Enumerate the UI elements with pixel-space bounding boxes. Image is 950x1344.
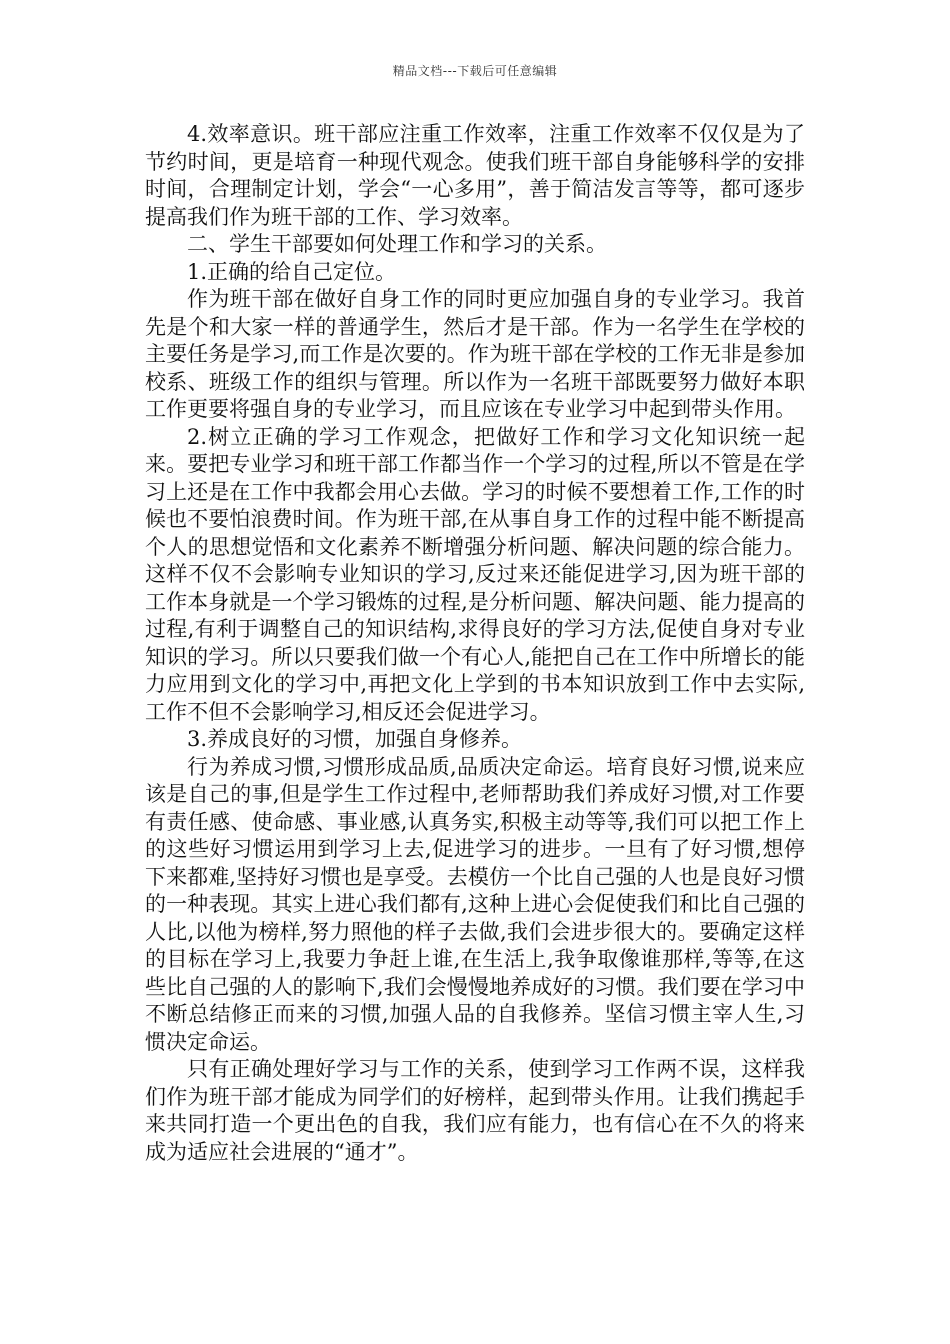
paragraph-conclusion: 只有正确处理好学习与工作的关系，使到学习工作两不误，这样我们作为班干部才能成为同学们的好榜样，起到带头作用。让我们携起手来共同打造一个更出色的自我，我们应有能力，也有信心在不久的将来成为适应社会进展的“通才”。 xyxy=(145,1057,805,1164)
paragraph-good-habits: 行为养成习惯,习惯形成品质,品质决定命运。培育良好习惯,说来应该是自己的事,但是学生工作过程中,老师帮助我们养成好习惯,对工作要有责任感、使命感、事业感,认真务实,积极主动等等,我们可以把工作上的这些好习惯运用到学习上去,促进学习的进步。一旦有了好习惯,想停下来都难,坚持好习惯也是享受。去模仿一个比自己强的人也是良好习惯的一种表现。其实上进心我们都有,这种上进心会促使我们和比自己强的人比,以他为榜样,努力照他的样子去做,我们会进步很大的。要确定这样的目标在学习上,我要力争赶上谁,在生活上,我争取像谁那样,等等,在这些比自己强的人的影响下,我们会慢慢地养成好的习惯。我们要在学习中不断总结修正而来的习惯,加强人品的自我修养。坚信习惯主宰人生,习惯决定命运。 xyxy=(145,754,805,1054)
document-body xyxy=(145,121,805,1166)
page-header: 精品文档---下载后可任意编辑 xyxy=(392,64,558,78)
paragraph-work-study-concept: 2.树立正确的学习工作观念，把做好工作和学习文化知识统一起来。要把专业学习和班干部工作都当作一个学习的过程,所以不管是在学习上还是在工作中我都会用心去做。学习的时候不要想着工作,工作的时候也不要怕浪费时间。作为班干部,在从事自身工作的过程中能不断提高个人的思想觉悟和文化素养不断增强分析问题、解决问题的综合能力。这样不仅不会影响专业知识的学习,反过来还能促进学习,因为班干部的工作本身就是一个学习锻炼的过程,是分析问题、解决问题、能力提高的过程,有利于调整自己的知识结构,求得良好的学习方法,促使自身对专业知识的学习。所以只要我们做一个有心人,能把自己在工作中所增长的能力应用到文化的学习中,再把文化上学到的书本知识放到工作中去实际,工作不但不会影响学习,相反还会促进学习。 xyxy=(145,424,805,724)
section-heading-work-study: 二、学生干部要如何处理工作和学习的关系。 xyxy=(187,232,607,256)
subheading-good-habits: 3.养成良好的习惯，加强自身修养。 xyxy=(187,727,523,751)
subheading-self-positioning: 1.正确的给自己定位。 xyxy=(187,259,397,284)
paragraph-self-positioning: 作为班干部在做好自身工作的同时更应加强自身的专业学习。我首先是个和大家一样的普通学生，然后才是干部。作为一名学生在学校的主要任务是学习,而工作是次要的。作为班干部在学校的工作无非是参加校系、班级工作的组织与管理。所以作为一名班干部既要努力做好本职工作更要将强自身的专业学习，而且应该在专业学习中起到带头作用。 xyxy=(145,287,805,421)
paragraph-efficiency: 4.效率意识。班干部应注重工作效率，注重工作效率不仅仅是为了节约时间，更是培育一种现代观念。使我们班干部自身能够科学的安排时间，合理制定计划，学会“一心多用”，善于简洁发言等等，都可逐步提高我们作为班干部的工作、学习效率。 xyxy=(145,122,805,229)
